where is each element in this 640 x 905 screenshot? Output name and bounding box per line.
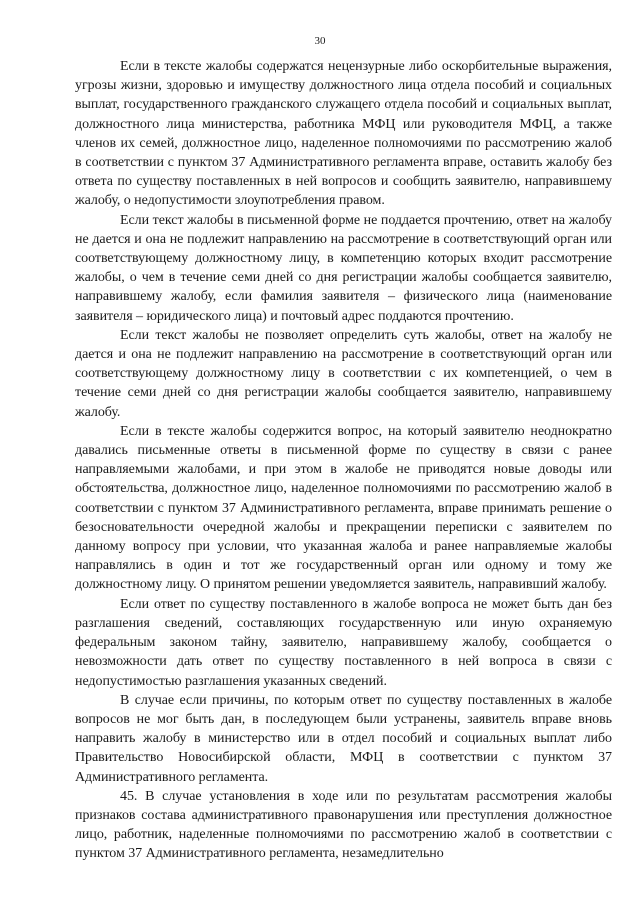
paragraph-obscene-content: Если в тексте жалобы содержатся нецензурные либо оскорбительные выражения, угрозы жизни, здоровью и имуществу должностного лица отдела пособий и социальных выплат, государственного гражданского служащего отдела пособий и социальных выплат, должностного лица министерства, работника МФЦ или руководителя МФЦ, а также членов их семей, должностное лицо, наделенное полномочиями по рассмотрению жалоб в соответствии с пунктом 37 Административного регламента вправе, оставить жалобу без ответа по существу поставленных в ней вопросов и сообщить заявителю, направившему жалобу, о недопустимости злоупотребления правом.	[75, 59, 612, 209]
paragraph-repeated-question: Если в тексте жалобы содержится вопрос, на который заявителю неоднократно давались письменные ответы в письменной форме по существу в связи с ранее направляемыми жалобами, и при этом в жалобе не приводятся новые доводы или обстоятельства, должностное лицо, наделенное полномочиями по рассмотрению жалоб в соответствии с пунктом 37 Административного регламента, вправе принимать решение о безосновательности очередной жалобы и прекращении переписки с заявителем по данному вопросу при условии, что указанная жалоба и ранее направляемые жалобы направлялись в один и тот же государственный орган или одному и тому же должностному лицу. О принятом решении уведомляется заявитель, направивший жалобу.	[75, 423, 612, 593]
paragraph-45-text: В случае установления в ходе или по результатам рассмотрения жалобы признаков состава административного правонарушения или преступления должностное лицо, работник, наделенные полномочиями по рассмотрению жалоб в соответствии с пунктом 37 Административного регламента, незамедлительно	[75, 788, 612, 862]
paragraph-resubmission: В случае если причины, по которым ответ по существу поставленных в жалобе вопросов не мог быть дан, в последующем были устранены, заявитель вправе вновь направить жалобу в министерство или в отдел пособий и социальных выплат либо Правительство Новосибирской области, МФЦ в соответствии с пунктом 37 Административного регламента.	[75, 692, 612, 785]
page-number: 30	[314, 35, 326, 47]
document-body	[75, 57, 612, 864]
paragraph-number: 45.	[120, 788, 138, 804]
paragraph-state-secret: Если ответ по существу поставленного в жалобе вопроса не может быть дан без разглашения сведений, составляющих государственную или иную охраняемую федеральным законом тайну, заявителю, направившему жалобу, сообщается о невозможности дать ответ по существу поставленного в ней вопроса в связи с недопустимостью разглашения указанных сведений.	[75, 596, 612, 689]
paragraph-unclear-essence: Если текст жалобы не позволяет определить суть жалобы, ответ на жалобу не дается и она не подлежит направлению на рассмотрение в соответствующий орган или соответствующему должностному лицу в соответствии с их компетенцией, о чем в течение семи дней со дня регистрации жалобы сообщается заявителю, направившему жалобу.	[75, 327, 612, 420]
paragraph-45	[75, 787, 612, 864]
paragraph-illegible-text: Если текст жалобы в письменной форме не поддается прочтению, ответ на жалобу не дается и она не подлежит направлению на рассмотрение в соответствующий орган или соответствующему должностному лицу, в компетенцию которых входит рассмотрение жалобы, о чем в течение семи дней со дня регистрации жалобы сообщается заявителю, направившему жалобу, если фамилия заявителя – физического лица (наименование заявителя – юридического лица) и почтовый адрес поддаются прочтению.	[75, 212, 612, 324]
